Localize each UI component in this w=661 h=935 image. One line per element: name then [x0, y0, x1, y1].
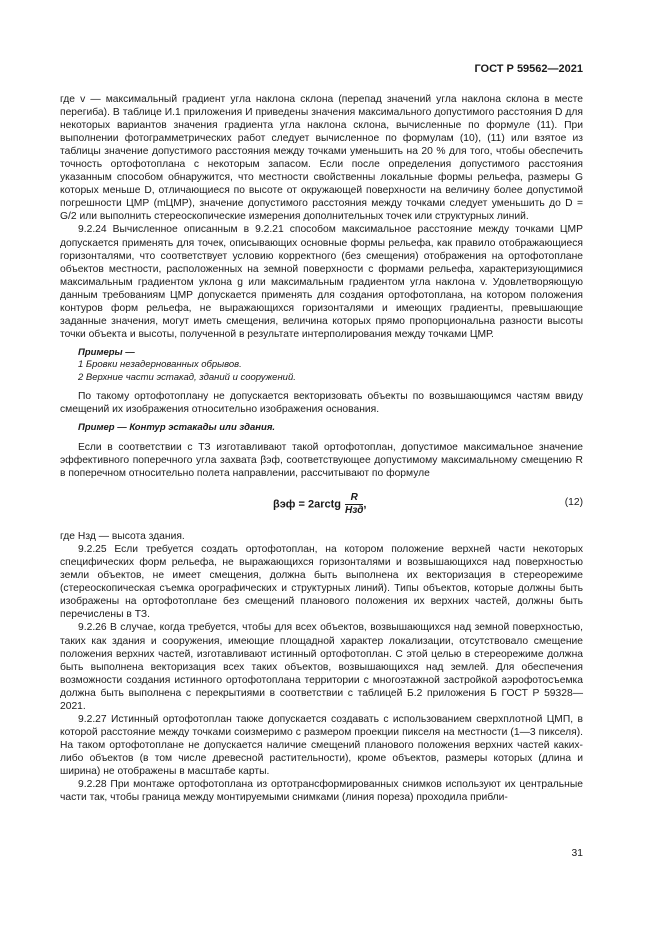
example-item-1: 1 Бровки незадернованных обрывов.	[78, 359, 242, 371]
formula-expression	[273, 492, 366, 517]
document-id-header: ГОСТ Р 59562—2021	[474, 63, 583, 75]
formula-denominator: Hзд	[345, 505, 364, 517]
document-body	[60, 93, 583, 804]
paragraph-formula-intro: Если в соответствии с ТЗ изготавливают такой ортофотоплан, допустимое максимальное значение эффективного поперечного угла захвата βэф, соответствующее допустимому максимальному смещению R в поперечном относительно полета направлении, рассчитывают по формуле	[60, 441, 583, 480]
formula-rhs-prefix: = 2arctg	[298, 498, 341, 511]
formula-numerator: R	[345, 492, 363, 505]
paragraph-vectorization-restriction: По такому ортофотоплану не допускается векторизовать объекты по возвышающимся частям ввиду смещений их изображения относительно изображения основания.	[60, 391, 583, 416]
paragraph-building-height: где Hзд — высота здания.	[60, 531, 185, 543]
page-number: 31	[571, 848, 583, 859]
paragraph-9-2-24: 9.2.24 Вычисленное описанным в 9.2.21 способом максимальное расстояние между точками ЦМР допускается применять для точек, описывающих основные формы рельефа, как правило отображающиеся горизонталями, что соответствует условию корректного (без смещения) отображения на ортофотоплане объектов местности, расположенных на земной поверхности с формами рельефа, характеризующимися максимальным градиентом уклона g или максимальным градиентом угла наклона v. Удовлетворяющую данным требованиям ЦМР допускается применять для создания ортофотоплана, на котором положения контуров форм рельефа, не выражающихся горизонталями и имеющих градиенты, превышающие заданные значения, могут иметь смещения, величина которых прямо пропорциональна разности высоты точки объекта и высоты, полученной в результате интерполирования между точками ЦМР.	[60, 224, 583, 340]
formula-fraction	[345, 492, 363, 517]
paragraph-9-2-28: 9.2.28 При монтаже ортофотоплана из ортотрансформированных снимков используют их центральные части так, чтобы граница между монтируемыми снимками (линия пореза) проходила прибли-	[60, 779, 583, 804]
example-building-contour-text: Пример — Контур эстакады или здания.	[78, 422, 276, 434]
formula-trailing: ,	[363, 498, 367, 511]
formula-lhs: βэф	[273, 498, 296, 511]
example-building-contour	[60, 422, 583, 435]
paragraph-gradient-definition: где v — максимальный градиент угла наклона склона (перепад значений угла наклона склона в месте перегиба). В таблице И.1 приложения И приведены значения максимального допустимого расстояния D для некоторых вариантов значения градиента угла наклона склона, вычисленные по формуле (11). При выполнении фотограмметрических работ следует вычисленное по формулам (10), (11) или взятое из таблицы значение допустимого расстояния между точками уменьшить на 20 % для того, чтобы обеспечить точность ортофотоплана с некоторым запасом. Если после определения допустимого расстояния указанным способом обнаружится, что местности свойственны локальные формы рельефа, размеры G которых меньше D, отличающиеся по высоте от окружающей поверхности на величину более допустимой погрешности ЦМР (mЦМР), значение допустимого расстояния между точками следует уменьшить до D = G/2 или выполнить стереоскопические измерения дополнительных точек или структурных линий.	[60, 94, 583, 223]
paragraph-9-2-27: 9.2.27 Истинный ортофотоплан также допускается создавать с использованием сверхплотной ЦМП, в которой расстояние между точками соизмеримо с размером проекции пикселя на местности (1—3 пикселя). На таком ортофотоплане не допускается наличие смещений планового положения верхних частей каких-либо объектов (в том числе древесной растительности), кроме объектов, размеры которых (длина и ширина) не отображены в масштабе карты.	[60, 713, 583, 777]
paragraph-9-2-25: 9.2.25 Если требуется создать ортофотоплан, на котором положение верхней части некоторых специфических форм рельефа, не выражающихся горизонталями и возвышающихся над поверхностью земли объектов, не имеет смещения, должна быть выполнена их векторизация в стереорежиме (стереоскопическая съемка орографических и структурных линий). Типы объектов, которые должны быть изображены на ортофотоплане без смещений планового положения их верхних частей, должны быть перечислены в ТЗ.	[60, 544, 583, 621]
paragraph-9-2-26: 9.2.26 В случае, когда требуется, чтобы для всех объектов, возвышающихся над земной поверхностью, таких как здания и сооружения, имеющие площадной характер локализации, отсутствовало смещение положения верхних частей, изготавливают истинный ортофотоплан. С этой целью в стереорежиме должна быть выполнена векторизация всех таких объектов, возвышающихся над землей. Для обеспечения возможности создания истинного ортофотоплана территории с многоэтажной застройкой аэрофотосъемка должна быть выполнена с перекрытиями в соответствии с таблицей Б.2 приложения Б ГОСТ Р 59328—2021.	[60, 622, 583, 712]
formula-number: (12)	[564, 497, 583, 509]
example-item-2: 2 Верхние части эстакад, зданий и сооружений.	[78, 371, 296, 383]
formula-12	[60, 486, 583, 526]
examples-title-text: Примеры —	[78, 346, 135, 358]
examples-title	[60, 347, 583, 360]
